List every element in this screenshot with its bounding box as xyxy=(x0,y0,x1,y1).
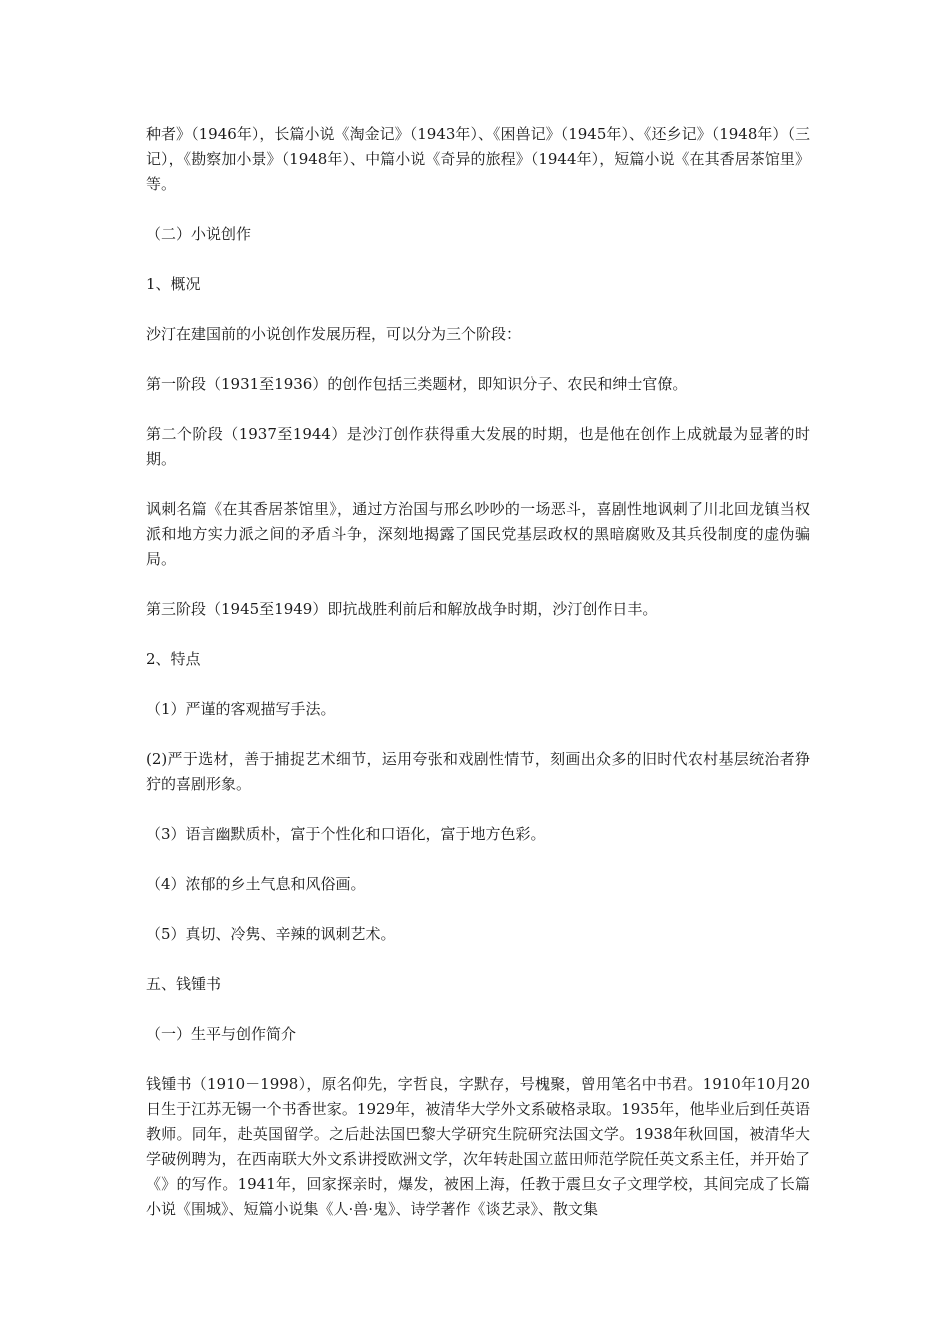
document-body xyxy=(146,122,810,1247)
paragraph-stage-two: 第二个阶段（1937至1944）是沙汀创作获得重大发展的时期，也是他在创作上成就最为显著的时期。 xyxy=(146,425,810,468)
heading-overview: 1、概况 xyxy=(146,275,201,293)
paragraph-continued-works: 种者》（1946年），长篇小说《淘金记》（1943年）、《困兽记》（1945年）、《还乡记》（1948年）（三记），《勘察加小景》（1948年）、中篇小说《奇异的旅程》（1944年），短篇小说《在其香居茶馆里》等。 xyxy=(146,125,810,193)
list-item-feature-4: （4）浓郁的乡土气息和风俗画。 xyxy=(146,875,366,893)
list-item-feature-3: （3）语言幽默质朴，富于个性化和口语化，富于地方色彩。 xyxy=(146,825,546,843)
heading-novel-creation: （二）小说创作 xyxy=(146,225,252,243)
list-item-feature-2: (2)严于选材，善于捕捉艺术细节，运用夸张和戏剧性情节，刻画出众多的旧时代农村基层统治者狰狞的喜剧形象。 xyxy=(146,750,810,793)
paragraph-satire-masterpiece: 讽刺名篇《在其香居茶馆里》，通过方治国与邢幺吵吵的一场恶斗，喜剧性地讽刺了川北回龙镇当权派和地方实力派之间的矛盾斗争，深刻地揭露了国民党基层政权的黑暗腐败及其兵役制度的虚伪骗局。 xyxy=(146,500,810,568)
list-item-feature-5: （5）真切、冷隽、辛辣的讽刺艺术。 xyxy=(146,925,396,943)
paragraph-stage-one: 第一阶段（1931至1936）的创作包括三类题材，即知识分子、农民和绅士官僚。 xyxy=(146,375,688,393)
heading-features: 2、特点 xyxy=(146,650,201,668)
paragraph-stages-intro: 沙汀在建国前的小说创作发展历程，可以分为三个阶段： xyxy=(146,325,522,343)
heading-biography: （一）生平与创作简介 xyxy=(146,1025,297,1043)
paragraph-biography: 钱锺书（1910－1998），原名仰先，字哲良，字默存，号槐聚，曾用笔名中书君。1910年10月20日生于江苏无锡一个书香世家。1929年，被清华大学外文系破格录取。1935年，他毕业后到任英语教师。同年，赴英国留学。之后赴法国巴黎大学研究生院研究法国文学。1938年秋回国，被清华大学破例聘为，在西南联大外文系讲授欧洲文学，次年转赴国立蓝田师范学院任英文系主任，并开始了《》的写作。1941年，回家探亲时，爆发，被困上海，任教于震旦女子文理学校，其间完成了长篇小说《围城》、短篇小说集《人·兽·鬼》、诗学著作《谈艺录》、散文集 xyxy=(146,1075,810,1218)
paragraph-stage-three: 第三阶段（1945至1949）即抗战胜利前后和解放战争时期，沙汀创作日丰。 xyxy=(146,600,658,618)
heading-qian-zhongshu: 五、钱锺书 xyxy=(146,975,222,993)
list-item-feature-1: （1）严谨的客观描写手法。 xyxy=(146,700,336,718)
